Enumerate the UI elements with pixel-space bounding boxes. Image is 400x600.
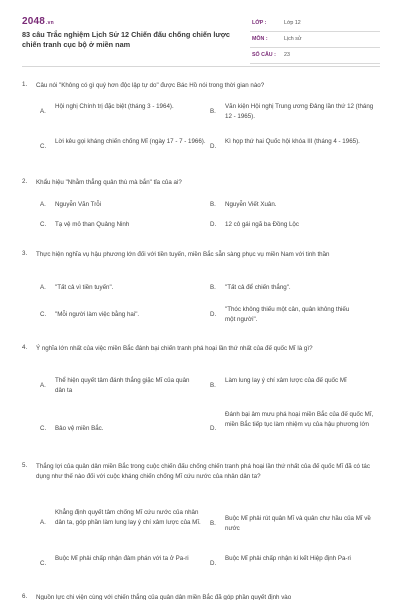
option-text: "Mỗi người làm việc bằng hai". <box>55 311 140 318</box>
question-number: 1. <box>22 81 28 88</box>
question-number: 4. <box>22 344 28 351</box>
option-letter: B. <box>210 382 216 389</box>
header-divider <box>22 66 380 67</box>
option-text: Kì họp thứ hai Quốc hội khóa III (tháng 4 - 1965). <box>225 138 360 145</box>
question-1 <box>22 81 384 171</box>
option-letter: D. <box>210 560 217 567</box>
option-b[interactable] <box>210 376 380 396</box>
meta-row-count <box>250 48 380 64</box>
option-text: Văn kiện Hội nghị Trung ương Đảng lần thứ 12 (tháng 12 - 1965). <box>225 103 374 120</box>
option-letter: B. <box>210 520 216 527</box>
meta-value: Lịch sử <box>284 36 302 42</box>
option-c[interactable] <box>40 137 210 157</box>
option-letter: A. <box>40 201 46 208</box>
option-a[interactable] <box>40 200 210 210</box>
option-letter: B. <box>210 108 216 115</box>
option-text: "Tất cả vì tiền tuyến". <box>55 284 114 291</box>
option-letter: C. <box>40 560 47 567</box>
question-number: 6. <box>22 593 28 600</box>
option-text: Buộc Mĩ phải chấp nhận kí kết Hiệp định Pa-ri <box>225 555 351 562</box>
option-a[interactable] <box>40 283 210 293</box>
option-text: Tạ vệ mỏ than Quảng Ninh <box>55 221 130 228</box>
question-text: Thực hiện nghĩa vụ hậu phương lớn đối với tiền tuyến, miền Bắc sẵn sàng phục vụ miền Nam với tinh thần <box>36 251 330 258</box>
question-text: Ý nghĩa lớn nhất của việc miền Bắc đánh bại chiến tranh phá hoại lần thứ nhất của đế quốc Mĩ là gì? <box>36 345 313 352</box>
option-text: Lời kêu gọi kháng chiến chống Mĩ (ngày 17 - 7 - 1966). <box>55 138 206 145</box>
meta-label: MÔN : <box>252 36 268 42</box>
option-d[interactable] <box>210 220 380 230</box>
option-letter: C. <box>40 311 47 318</box>
option-letter: D. <box>210 221 217 228</box>
option-text: 12 cô gái ngã ba Đồng Lộc <box>225 221 299 228</box>
header <box>0 0 400 66</box>
question-text: Thắng lợi của quân dân miền Bắc trong cuộc chiến đấu chống chiến tranh phá hoại lần thứ nhất của đế quốc Mĩ đã có tác dụng như thế nào đối với cuộc kháng chiến chống Mĩ cứu nước của nhân dân ta? <box>36 463 370 480</box>
meta-value: 23 <box>284 52 290 58</box>
logo-main: 2048 <box>22 16 46 27</box>
option-text: Đánh bại âm mưu phá hoại miền Bắc của đế quốc Mĩ, miền Bắc tiếp tục làm nhiệm vụ của hậu phương lớn <box>225 411 374 428</box>
question-text: Khẩu hiệu "Nhằm thẳng quân thù mà bắn" tỉa của ai? <box>36 179 182 186</box>
question-number: 5. <box>22 462 28 469</box>
option-d[interactable] <box>210 305 380 325</box>
option-b[interactable] <box>210 514 380 534</box>
meta-label: LỚP : <box>252 20 267 26</box>
option-letter: C. <box>40 143 47 150</box>
option-letter: C. <box>40 221 47 228</box>
option-letter: A. <box>40 108 46 115</box>
option-text: "Thóc không thiếu một cân, quân không thiếu một người". <box>225 306 350 323</box>
option-c[interactable] <box>40 220 210 230</box>
meta-box <box>250 16 380 64</box>
option-text: Nguyễn Viết Xuân. <box>225 201 277 208</box>
option-letter: C. <box>40 425 47 432</box>
meta-row-subject <box>250 32 380 48</box>
option-d[interactable] <box>210 554 380 574</box>
question-text: Câu nói "Không có gì quý hơn độc lập tự do" được Bác Hồ nói trong thời gian nào? <box>36 82 265 89</box>
logo-sub: .vn <box>46 20 54 26</box>
option-a[interactable] <box>40 508 210 538</box>
option-letter: D. <box>210 143 217 150</box>
option-letter: A. <box>40 284 46 291</box>
page-title: 83 câu Trắc nghiệm Lịch Sử 12 Chiến đấu chống chiến lược chiến tranh cục bộ ở miền nam <box>22 30 230 49</box>
option-c[interactable] <box>40 554 210 574</box>
option-letter: D. <box>210 425 217 432</box>
option-letter: D. <box>210 311 217 318</box>
option-letter: B. <box>210 201 216 208</box>
question-4 <box>22 344 384 454</box>
option-a[interactable] <box>40 102 210 122</box>
question-3 <box>22 250 384 335</box>
option-b[interactable] <box>210 283 380 293</box>
meta-value: Lớp 12 <box>284 20 301 26</box>
question-2 <box>22 178 384 233</box>
meta-row-class <box>250 16 380 32</box>
option-text: Bảo vệ miền Bắc. <box>55 425 104 432</box>
option-d[interactable] <box>210 410 380 440</box>
question-5 <box>22 462 384 587</box>
option-b[interactable] <box>210 102 380 122</box>
question-6 <box>22 593 384 600</box>
option-letter: A. <box>40 382 46 389</box>
question-number: 2. <box>22 178 28 185</box>
option-letter: A. <box>40 519 46 526</box>
option-letter: B. <box>210 284 216 291</box>
option-text: Buộc Mĩ phải chấp nhận đàm phán với ta ở Pa-ri <box>55 555 189 562</box>
question-text: Nguồn lực chi viện cùng với chiến thắng của quân dân miền Bắc đã góp phần quyết định vào <box>36 594 292 600</box>
option-d[interactable] <box>210 137 380 157</box>
option-c[interactable] <box>40 310 210 320</box>
option-text: Hội nghị Chính trị đặc biệt (tháng 3 - 1964). <box>55 103 174 110</box>
question-number: 3. <box>22 250 28 257</box>
option-text: Làm lung lay ý chí xâm lược của đế quốc Mĩ <box>225 377 347 384</box>
option-text: "Tất cả để chiến thắng". <box>225 284 291 291</box>
meta-label: SỐ CÂU : <box>252 52 276 58</box>
option-c[interactable] <box>40 424 210 434</box>
option-text: Thể hiện quyết tâm đánh thắng giặc Mĩ của quân dân ta <box>55 377 190 394</box>
option-text: Nguyễn Văn Trỗi <box>55 201 102 208</box>
option-a[interactable] <box>40 376 210 396</box>
option-text: Khẳng định quyết tâm chống Mĩ cứu nước của nhân dân ta, góp phần làm lung lay ý chí xâm lược của Mĩ. <box>55 509 201 526</box>
site-logo[interactable] <box>22 16 54 27</box>
option-b[interactable] <box>210 200 380 210</box>
option-text: Buộc Mĩ phải rút quân Mĩ và quân chư hầu của Mĩ về nước <box>225 515 371 532</box>
